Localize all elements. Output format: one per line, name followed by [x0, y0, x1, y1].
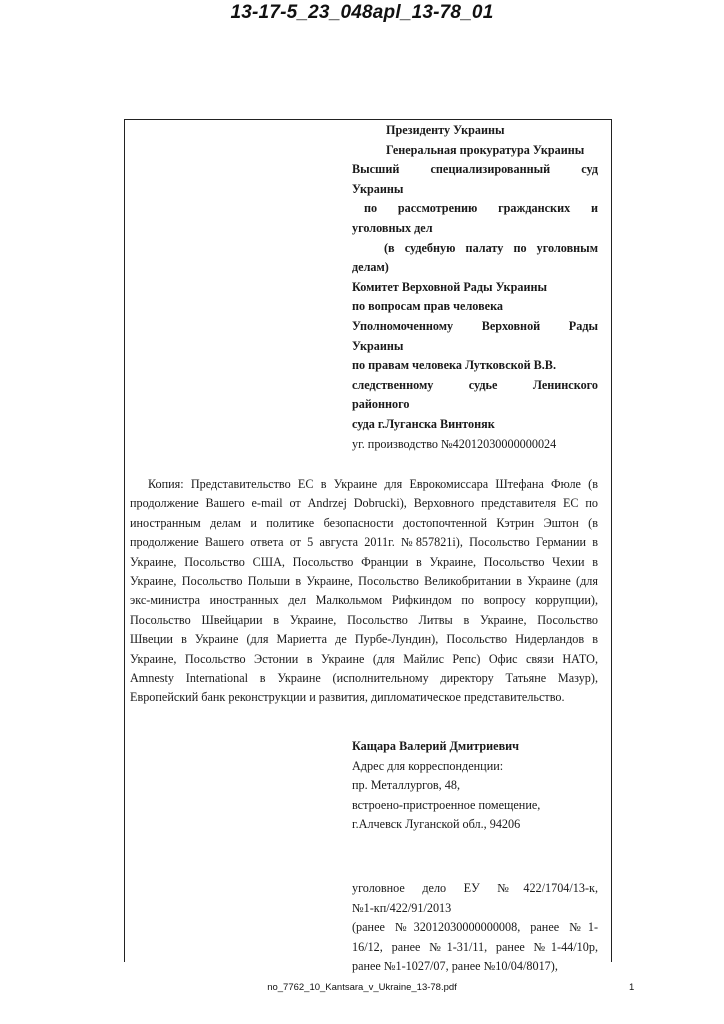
copy-line: Посольство Швейцарии в Украине, Посольство Литвы в Украине, Посольство	[130, 612, 598, 627]
copy-line: иностранным делам и политике безопасности достопочтенной Кэтрин Эштон (в	[130, 515, 598, 530]
copy-line: Украине, Посольство Польши в Украине, Посольство Великобритании в Украине (для	[130, 574, 598, 589]
sender-name: Кащара Валерий Дмитриевич	[352, 739, 520, 753]
case-line: №1-кп/422/91/2013	[352, 900, 452, 915]
copy-line: Amnesty International в Украине (исполнительному директору Татьяне Мазур),	[130, 671, 598, 686]
addressee-line: по правам человека Лутковской В.В.	[352, 358, 556, 373]
copy-line: Швеции в Украине (для Мариетта де Пурбе-Лундин), Посольство Нидерландов в	[130, 632, 598, 647]
copy-line: Украине, Посольство Эстонии в Украине (для Майлис Репс) Офис связи НАТО,	[130, 651, 598, 666]
copy-line: Европейский банк реконструкции и развития, дипломатическое представительство.	[130, 690, 565, 705]
copy-line: продолжение Вашего e-mail от Andrzej Dobrucki), Верховного представителя ЕС по	[130, 496, 598, 511]
case-line: ранее №1-1027/07, ранее №10/04/8017),	[352, 959, 558, 974]
addressee-line: Президенту Украины	[386, 123, 505, 137]
case-line: 16/12, ранее №1-31/11, ранее №1-44/10р,	[352, 939, 598, 954]
copy-line: Копия: Представительство ЕС в Украине для Еврокомиссара Штефана Фюле (в	[148, 477, 598, 491]
sender-block	[352, 737, 598, 977]
addressee-line: Украины	[352, 338, 404, 353]
addressee-line: (в судебную палату по уголовным	[384, 240, 598, 255]
addressee-line: уголовных дел	[352, 220, 433, 235]
addressee-line: по рассмотрению гражданских и	[364, 201, 598, 216]
case-number-line: уг. производство №42012030000000024	[352, 436, 557, 451]
addressee-line: суда г.Луганска Винтоняк	[352, 416, 495, 431]
copy-recipients-paragraph	[130, 475, 598, 708]
copy-line: экс-министра иностранных дел Малкольмом Рифкиндом по вопросу коррупции),	[130, 593, 598, 608]
address-line: г.Алчевск Луганской обл., 94206	[352, 817, 521, 832]
case-line: уголовное дело ЕУ №422/1704/13-к,	[352, 880, 598, 895]
copy-line: Украине, Посольство США, Посольство Франции в Украине, Посольство Чехии в	[130, 554, 598, 569]
addressee-line: районного	[352, 397, 410, 412]
address-line: встроено-пристроенное помещение,	[352, 797, 541, 812]
document-id-header: 13-17-5_23_048apl_13-78_01	[230, 2, 494, 23]
addressee-line: Уполномоченному Верховной Рады	[352, 318, 598, 333]
footer-page-number: 1	[629, 982, 635, 993]
address-line: пр. Металлургов, 48,	[352, 778, 461, 793]
addressee-line: делам)	[352, 260, 389, 275]
footer-filename: no_7762_10_Kantsara_v_Ukraine_13-78.pdf	[267, 982, 457, 993]
spacer	[352, 835, 598, 879]
copy-line: продолжение Вашего ответа от 5 августа 2011г. №857821i), Посольство Германии в	[130, 535, 598, 550]
addressee-line: следственному судье Ленинского	[352, 377, 598, 392]
case-line: (ранее №32012030000000008, ранее №1-	[352, 920, 598, 935]
address-label: Адрес для корреспонденции:	[352, 758, 504, 773]
addressee-line: Генеральная прокуратура Украины	[386, 142, 585, 157]
addressee-line: Украины	[352, 181, 404, 196]
addressee-line: Комитет Верховной Рады Украины	[352, 279, 548, 294]
addressee-line: Высший специализированный суд	[352, 162, 598, 177]
addressees-block	[352, 121, 598, 454]
addressee-line: по вопросам прав человека	[352, 299, 504, 314]
